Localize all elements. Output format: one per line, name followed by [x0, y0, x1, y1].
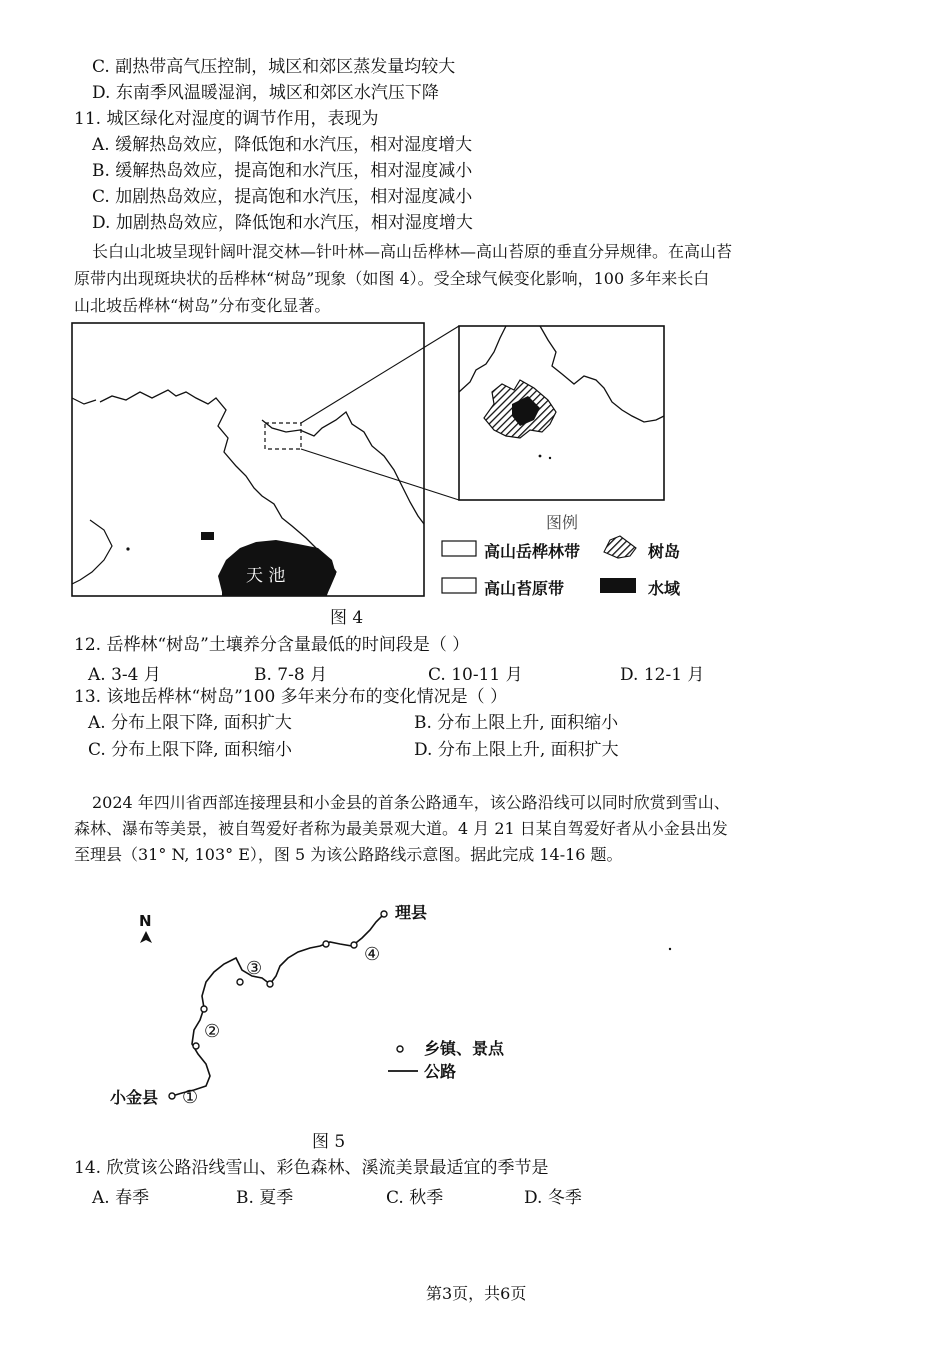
legend-town-marker [397, 1046, 403, 1052]
speck [669, 948, 671, 950]
q12-option-a: A. 3-4 月 [88, 665, 161, 685]
town-marker [323, 941, 329, 947]
q13-option-a: A. 分布上限下降, 面积扩大 [88, 713, 292, 733]
legend-label-birch-belt: 高山岳桦林带 [484, 542, 581, 561]
q14-option-a: A. 春季 [92, 1188, 150, 1208]
legend-label-tundra: 高山苔原带 [484, 579, 565, 598]
q13-option-c: C. 分布上限下降, 面积缩小 [88, 740, 293, 760]
q12-option-c: C. 10-11 月 [428, 665, 523, 685]
end-town-label: 理县 [395, 903, 428, 922]
route-marker-2: ② [204, 1021, 221, 1042]
q12-option-b: B. 7-8 月 [254, 665, 328, 685]
north-label: N [139, 912, 152, 930]
q10-option-d: D. 东南季风温暖湿润，城区和郊区水汽压下降 [92, 83, 439, 103]
q14-option-c: C. 秋季 [386, 1188, 444, 1208]
town-marker [193, 1043, 199, 1049]
legend-label-water: 水域 [648, 579, 681, 598]
town-marker [237, 979, 243, 985]
figure-5-caption: 图 5 [312, 1132, 346, 1152]
route-marker-4: ④ [364, 944, 381, 965]
tianchi-label: 天 池 [246, 566, 286, 586]
passage1-line1: 长白山北坡呈现针阔叶混交林—针叶林—高山岳桦林—高山苔原的垂直分异规律。在高山苔 [92, 242, 733, 261]
passage1-line3: 山北坡岳桦林“树岛”分布变化显著。 [74, 296, 331, 315]
q14-option-b: B. 夏季 [236, 1188, 294, 1208]
q11-option-a: A. 缓解热岛效应，降低饱和水汽压，相对湿度增大 [92, 135, 473, 155]
figure-4-caption: 图 4 [330, 608, 364, 628]
passage2-line1: 2024 年四川省西部连接理县和小金县的首条公路通车，该公路沿线可以同时欣赏到雪山、 [92, 793, 730, 812]
legend-road-label: 公路 [424, 1062, 457, 1081]
town-marker [381, 911, 387, 917]
route-marker-3: ③ [246, 958, 263, 979]
town-marker [201, 1006, 207, 1012]
q10-option-c: C. 副热带高气压控制，城区和郊区蒸发量均较大 [92, 57, 456, 77]
page-footer: 第3页，共6页 [426, 1284, 527, 1303]
passage2-line3: 至理县（31° N, 103° E），图 5 为该公路路线示意图。据此完成 14-16 题。 [74, 845, 623, 864]
q11-option-d: D. 加剧热岛效应，降低饱和水汽压，相对湿度增大 [92, 213, 473, 233]
q13-option-b: B. 分布上限上升, 面积缩小 [414, 713, 619, 733]
q13-option-d: D. 分布上限上升, 面积扩大 [414, 740, 619, 760]
route-marker-1: ① [182, 1087, 199, 1108]
town-marker [169, 1093, 175, 1099]
q11-option-b: B. 缓解热岛效应，提高饱和水汽压，相对湿度减小 [92, 161, 473, 181]
passage1-line2: 原带内出现斑块状的岳桦林“树岛”现象（如图 4）。受全球气候变化影响，100 多年来长白 [74, 269, 710, 288]
road-line [172, 914, 384, 1096]
q14-stem: 14. 欣赏该公路沿线雪山、彩色森林、溪流美景最适宜的季节是 [74, 1158, 549, 1178]
q12-stem: 12. 岳桦林“树岛”土壤养分含量最低的时间段是（ ） [74, 635, 470, 655]
passage2-line2: 森林、瀑布等美景，被自驾爱好者称为最美景观大道。4 月 21 日某自驾爱好者从小金县出发 [74, 819, 728, 838]
town-marker [351, 942, 357, 948]
legend-title: 图例 [546, 513, 579, 532]
legend-town-label: 乡镇、景点 [424, 1039, 505, 1058]
q14-option-d: D. 冬季 [524, 1188, 582, 1208]
legend-label-tree-island: 树岛 [648, 542, 681, 561]
north-arrow [140, 931, 152, 943]
town-marker [267, 981, 273, 987]
start-town-label: 小金县 [110, 1088, 159, 1107]
q11-stem: 11. 城区绿化对湿度的调节作用，表现为 [74, 109, 379, 129]
q11-option-c: C. 加剧热岛效应，提高饱和水汽压，相对湿度减小 [92, 187, 473, 207]
q13-stem: 13. 该地岳桦林“树岛”100 多年来分布的变化情况是（ ） [74, 687, 508, 707]
q12-option-d: D. 12-1 月 [620, 665, 705, 685]
